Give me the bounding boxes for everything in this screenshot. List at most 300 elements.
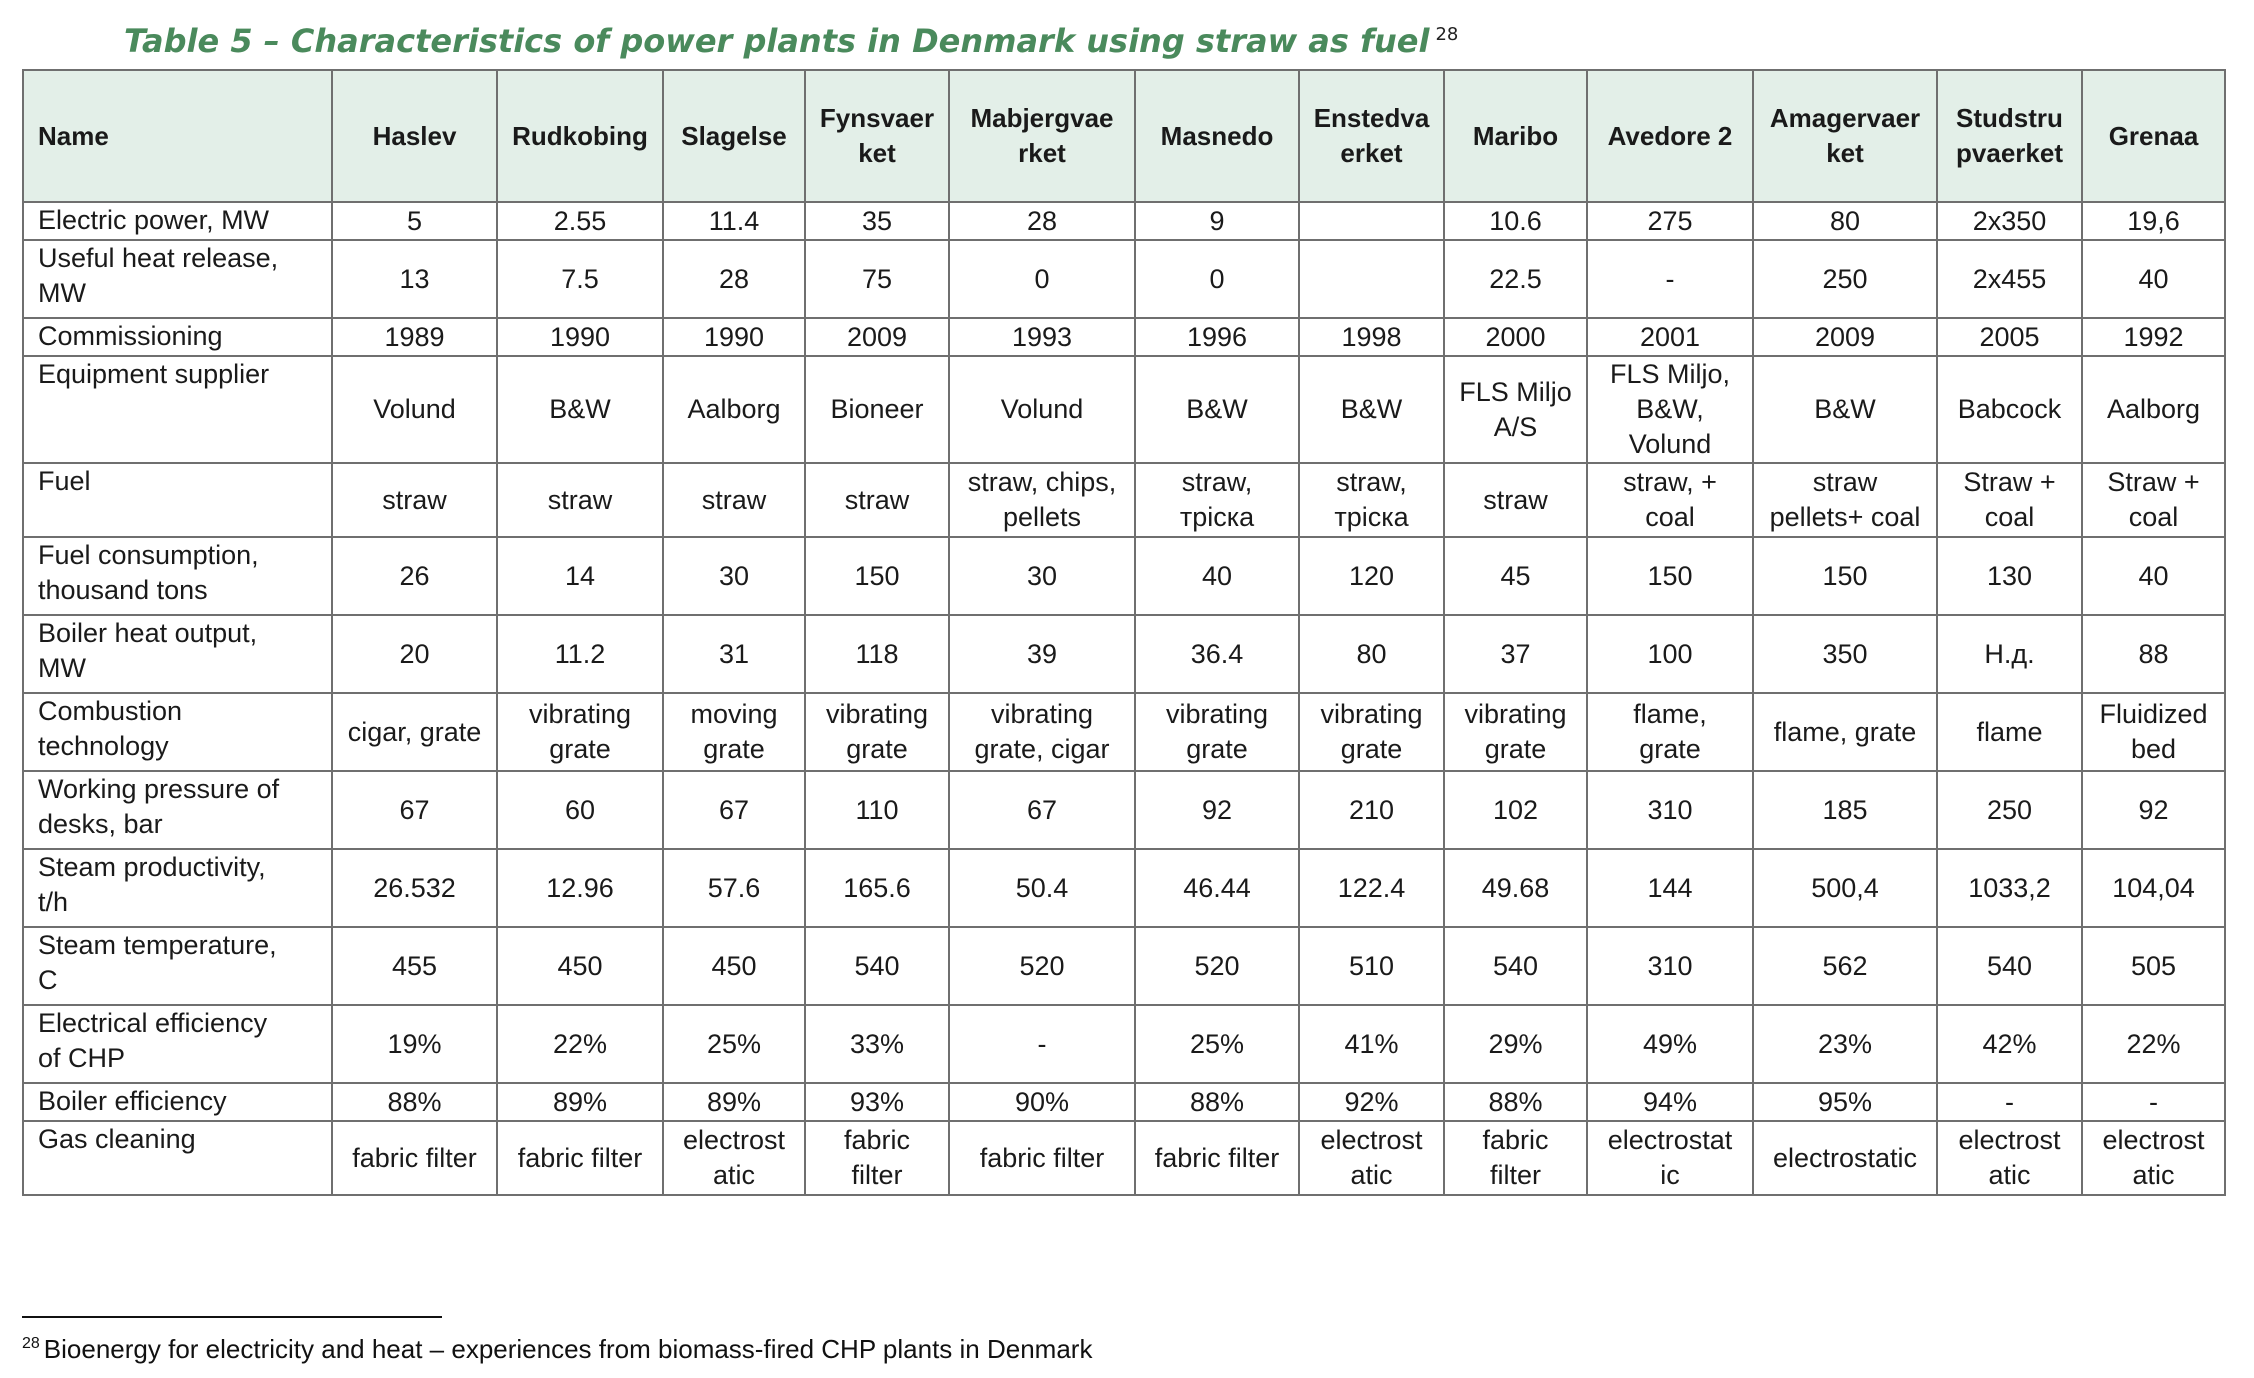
table-cell — [2082, 318, 2225, 356]
cell-text-line: Gas cleaning — [38, 1124, 196, 1154]
cell-text-line: vibrating — [528, 699, 632, 729]
cell-text-line: Volund — [1628, 429, 1712, 459]
row-label — [23, 849, 332, 927]
cell-text-line: 33% — [849, 1028, 905, 1059]
cell-text-line: electrost — [1320, 1125, 1423, 1155]
table-cell — [1587, 463, 1753, 537]
table-cell — [949, 1083, 1135, 1121]
cell-text-line: 89% — [706, 1086, 762, 1117]
table-cell — [663, 1121, 805, 1195]
table-cell — [2082, 927, 2225, 1005]
cell-text-line: 88% — [1488, 1086, 1543, 1117]
cell-text-line: fabric filter — [517, 1142, 643, 1173]
table-cell — [1937, 202, 2082, 240]
table-header — [23, 70, 2225, 202]
cell-text-line: 2009 — [846, 321, 908, 352]
table-row — [23, 202, 2225, 240]
cell-text-line: fabric filter — [1154, 1142, 1280, 1173]
cell-text-line: 46.44 — [1183, 872, 1251, 903]
cell-text-line: Commissioning — [38, 321, 223, 351]
cell-text-line: 28 — [1026, 205, 1058, 236]
cell-text-line: B&W — [549, 394, 611, 424]
table-cell — [1937, 615, 2082, 693]
cell-text-line: Aalborg — [687, 394, 781, 424]
row-label — [23, 202, 332, 240]
cell-text-line: Electrical efficiency — [38, 1008, 268, 1038]
table-row — [23, 927, 2225, 1005]
cell-text-line: B&W, — [1636, 394, 1704, 424]
cell-text-line: 92 — [1201, 794, 1233, 825]
table-cell — [1444, 1005, 1587, 1083]
table-cell — [332, 240, 497, 318]
cell-text-line: 92% — [1344, 1086, 1399, 1117]
table-cell — [805, 927, 949, 1005]
table-cell — [1937, 1083, 2082, 1121]
cell-text-line: 90% — [1014, 1086, 1070, 1117]
cell-text-line: vibrating — [825, 699, 929, 729]
cell-text-line: 1992 — [2123, 321, 2184, 352]
cell-text-line: straw, — [1336, 467, 1407, 497]
cell-text-line: electrost — [682, 1125, 786, 1155]
cell-text-line: Studstru — [1956, 103, 2063, 133]
table-cell — [1587, 927, 1753, 1005]
cell-text-line: 1033,2 — [1968, 872, 2051, 903]
table-cell — [497, 537, 663, 615]
cell-text-line: fabric filter — [352, 1142, 477, 1173]
cell-text-line: 29% — [1488, 1028, 1543, 1059]
cell-text-line: Combustion — [38, 696, 183, 726]
cell-text-line: Straw + — [1963, 467, 2056, 497]
header-cell-plant — [949, 70, 1135, 202]
table-cell — [949, 693, 1135, 771]
cell-text-line: 2001 — [1639, 321, 1701, 352]
table-cell — [1753, 240, 1937, 318]
cell-text-line: MW — [38, 653, 86, 683]
table-cell — [1937, 1121, 2082, 1195]
cell-text-line: desks, bar — [38, 809, 163, 839]
table-cell — [1444, 202, 1587, 240]
cell-text-line: 22% — [2126, 1028, 2181, 1059]
cell-text-line: 11.2 — [554, 638, 606, 669]
table-cell — [1135, 240, 1299, 318]
header-cell-plant — [1444, 70, 1587, 202]
table-cell — [1753, 356, 1937, 463]
cell-text-line: 89% — [552, 1086, 608, 1117]
cell-text-line: 275 — [1647, 205, 1693, 236]
row-label — [23, 463, 332, 537]
table-cell — [1135, 318, 1299, 356]
cell-text-line: 35 — [861, 205, 893, 236]
cell-text-line: 13 — [399, 263, 430, 294]
footnote — [22, 1334, 1092, 1365]
cell-text-line: Volund — [1000, 394, 1084, 424]
row-label — [23, 1005, 332, 1083]
table-row — [23, 1005, 2225, 1083]
table-cell — [663, 356, 805, 463]
table-cell — [1937, 849, 2082, 927]
row-label — [23, 318, 332, 356]
table-cell — [1299, 1005, 1444, 1083]
table-cell — [1587, 771, 1753, 849]
cell-text-line: coal — [2128, 502, 2179, 532]
table-cell — [1299, 356, 1444, 463]
cell-text-line: 19% — [387, 1028, 442, 1059]
table-cell — [497, 1121, 663, 1195]
cell-text-line: electrost — [1958, 1125, 2061, 1155]
cell-text-line: straw — [382, 484, 447, 515]
table-cell — [1753, 927, 1937, 1005]
cell-text-line: 67 — [399, 794, 430, 825]
table-body — [23, 202, 2225, 1195]
table-cell — [1299, 240, 1444, 318]
cell-text-line: 30 — [718, 560, 750, 591]
footnote-divider — [22, 1316, 442, 1318]
cell-text-line: Babcock — [1957, 394, 2062, 424]
row-label — [23, 927, 332, 1005]
table-cell — [1299, 615, 1444, 693]
cell-text-line: 562 — [1822, 950, 1868, 981]
table-cell — [1135, 202, 1299, 240]
table-cell — [497, 318, 663, 356]
cell-text-line: тріска — [1179, 502, 1255, 532]
table-cell — [497, 927, 663, 1005]
cell-text-line: 520 — [1194, 950, 1240, 981]
table-cell — [497, 202, 663, 240]
cell-text-line: straw — [547, 484, 613, 515]
cell-text-line: 520 — [1019, 950, 1065, 981]
cell-text-line: 1990 — [703, 321, 765, 352]
table-cell — [1135, 1121, 1299, 1195]
cell-text-line: Fluidized — [2099, 699, 2208, 729]
row-label — [23, 771, 332, 849]
table-cell — [497, 463, 663, 537]
cell-text-line: 2000 — [1485, 321, 1546, 352]
cell-text-line: 0 — [1209, 263, 1225, 294]
table-cell — [663, 849, 805, 927]
table-cell — [332, 615, 497, 693]
row-label — [23, 537, 332, 615]
cell-text-line: 102 — [1492, 794, 1539, 825]
cell-text-line: vibrating — [990, 699, 1094, 729]
table-cell — [805, 849, 949, 927]
table-cell — [332, 1083, 497, 1121]
cell-text-line: 1996 — [1186, 321, 1248, 352]
cell-text-line: vibrating — [1165, 699, 1269, 729]
cell-text-line: atic — [2132, 1160, 2175, 1190]
cell-text-line: 104,04 — [2112, 872, 2195, 903]
table-cell — [1135, 771, 1299, 849]
table-cell — [1587, 1005, 1753, 1083]
cell-text-line: coal — [1984, 502, 2035, 532]
table-cell — [949, 1005, 1135, 1083]
header-cell-plant — [497, 70, 663, 202]
cell-text-line: 540 — [854, 950, 900, 981]
cell-text-line: 40 — [1201, 560, 1233, 591]
table-cell — [805, 537, 949, 615]
table-cell — [1587, 615, 1753, 693]
cell-text-line: 5 — [406, 205, 423, 236]
cell-text-line: MW — [38, 278, 86, 308]
cell-text-line: B&W — [1814, 394, 1876, 424]
table-cell — [1937, 1005, 2082, 1083]
table-cell — [805, 1005, 949, 1083]
row-label — [23, 1121, 332, 1195]
cell-text-line: rket — [1018, 138, 1066, 168]
cell-text-line: Grenaa — [2108, 120, 2199, 151]
table-cell — [1937, 537, 2082, 615]
cell-text-line: 19,6 — [2127, 205, 2180, 236]
cell-text-line: atic — [712, 1160, 756, 1190]
cell-text-line: straw — [844, 484, 910, 515]
table-row — [23, 771, 2225, 849]
cell-text-line: 1998 — [1341, 321, 1402, 352]
table-cell — [1135, 1005, 1299, 1083]
table-cell — [2082, 240, 2225, 318]
cell-text-line: 100 — [1647, 638, 1693, 669]
cell-text-line: pvaerket — [1956, 138, 2063, 168]
table-cell — [1135, 537, 1299, 615]
table-cell — [949, 615, 1135, 693]
table-cell — [332, 537, 497, 615]
cell-text-line: 88% — [1189, 1086, 1245, 1117]
table-cell — [1937, 356, 2082, 463]
cell-text-line: coal — [1645, 502, 1695, 532]
table-cell — [1753, 537, 1937, 615]
cell-text-line: grate, cigar — [974, 734, 1110, 764]
cell-text-line: thousand tons — [38, 575, 208, 605]
cell-text-line: Maribo — [1472, 120, 1559, 151]
table-cell — [805, 1083, 949, 1121]
table-cell — [663, 771, 805, 849]
table-cell — [1587, 240, 1753, 318]
cell-text-line: vibrating — [1464, 699, 1567, 729]
cell-text-line: flame — [1976, 716, 2043, 747]
row-label — [23, 615, 332, 693]
cell-text-line: pellets — [1002, 502, 1082, 532]
header-row — [23, 70, 2225, 202]
cell-text-line: 540 — [1492, 950, 1539, 981]
table-cell — [1444, 537, 1587, 615]
cell-text-line: grate — [1484, 734, 1547, 764]
cell-text-line: straw, — [1181, 467, 1253, 497]
cell-text-line: 9 — [1209, 205, 1225, 236]
table-cell — [332, 356, 497, 463]
cell-text-line: 20 — [399, 638, 430, 669]
table-cell — [663, 1083, 805, 1121]
cell-text-line: 310 — [1647, 950, 1693, 981]
table-cell — [663, 693, 805, 771]
table-cell — [1753, 615, 1937, 693]
table-cell — [1753, 771, 1937, 849]
table-cell — [332, 318, 497, 356]
cell-text-line: grate — [1340, 734, 1403, 764]
table-cell — [1444, 318, 1587, 356]
cell-text-line: ic — [1660, 1160, 1680, 1190]
table-cell — [663, 1005, 805, 1083]
cell-text-line: 23% — [1817, 1028, 1873, 1059]
cell-text-line: 0 — [1034, 263, 1050, 294]
cell-text-line: 45 — [1500, 560, 1531, 591]
cell-text-line: straw — [1483, 484, 1548, 515]
table-cell — [1937, 771, 2082, 849]
cell-text-line: 25% — [706, 1028, 762, 1059]
cell-text-line: 10.6 — [1489, 205, 1542, 236]
table-cell — [2082, 356, 2225, 463]
table-cell — [1753, 202, 1937, 240]
table-cell — [663, 927, 805, 1005]
cell-text-line: 26 — [399, 560, 430, 591]
cell-text-line: pellets+ coal — [1769, 502, 1921, 532]
table-cell — [497, 240, 663, 318]
cell-text-line: Enstedva — [1313, 103, 1430, 133]
table-cell — [332, 1121, 497, 1195]
cell-text-line: 67 — [718, 794, 750, 825]
cell-text-line: 310 — [1647, 794, 1693, 825]
table-cell — [1937, 318, 2082, 356]
cell-text-line: filter — [851, 1160, 903, 1190]
table-cell — [1299, 693, 1444, 771]
table-cell — [663, 537, 805, 615]
table-row — [23, 849, 2225, 927]
row-label — [23, 693, 332, 771]
table-row — [23, 537, 2225, 615]
table-cell — [2082, 849, 2225, 927]
cell-text-line: 540 — [1986, 950, 2033, 981]
cell-text-line: 40 — [2138, 560, 2169, 591]
table-cell — [497, 693, 663, 771]
table-cell — [497, 1083, 663, 1121]
table-cell — [1135, 356, 1299, 463]
table-cell — [1444, 356, 1587, 463]
table-cell — [1299, 318, 1444, 356]
cell-text-line: 88 — [2138, 638, 2169, 669]
row-label — [23, 240, 332, 318]
cell-text-line: тріска — [1334, 502, 1409, 532]
cell-text-line: 31 — [718, 638, 750, 669]
cell-text-line: 30 — [1026, 560, 1058, 591]
table-cell — [1587, 356, 1753, 463]
table-cell — [497, 849, 663, 927]
table-cell — [332, 927, 497, 1005]
table-cell — [332, 849, 497, 927]
table-cell — [1135, 849, 1299, 927]
cell-text-line: atic — [1988, 1160, 2031, 1190]
table-cell — [2082, 615, 2225, 693]
cell-text-line: 250 — [1986, 794, 2033, 825]
cell-text-line: electrost — [2102, 1125, 2205, 1155]
cell-text-line: 67 — [1026, 794, 1058, 825]
table-cell — [1444, 1083, 1587, 1121]
cell-text-line: - — [2005, 1086, 2014, 1117]
header-cell-plant — [2082, 70, 2225, 202]
table-cell — [1444, 771, 1587, 849]
cell-text-line: erket — [1340, 138, 1403, 168]
row-label — [23, 1083, 332, 1121]
table-cell — [805, 463, 949, 537]
cell-text-line: fabric filter — [979, 1142, 1105, 1173]
cell-text-line: technology — [38, 731, 169, 761]
cell-text-line: Bioneer — [830, 394, 924, 424]
table-cell — [332, 463, 497, 537]
cell-text-line: filter — [1489, 1160, 1541, 1190]
cell-text-line: 22% — [552, 1028, 608, 1059]
table-cell — [332, 202, 497, 240]
table-cell — [949, 202, 1135, 240]
table-cell — [663, 463, 805, 537]
table-cell — [949, 927, 1135, 1005]
cell-text-line: 500,4 — [1811, 872, 1879, 903]
table-cell — [1753, 693, 1937, 771]
cell-text-line: Working pressure of — [38, 774, 280, 804]
cell-text-line: 41% — [1344, 1028, 1399, 1059]
cell-text-line: 1989 — [384, 321, 445, 352]
cell-text-line: Useful heat release, — [38, 243, 279, 273]
cell-text-line: Slagelse — [681, 120, 787, 151]
cell-text-line: 165.6 — [843, 872, 911, 903]
table-cell — [332, 693, 497, 771]
table-cell — [1587, 849, 1753, 927]
header-cell-plant — [805, 70, 949, 202]
header-cell-plant — [332, 70, 497, 202]
cell-text-line: Aalborg — [2106, 394, 2201, 424]
cell-text-line: 1993 — [1011, 321, 1073, 352]
cell-text-line: 22.5 — [1489, 263, 1542, 294]
cell-text-line: flame, grate — [1773, 716, 1917, 747]
table-cell — [1753, 1121, 1937, 1195]
cell-text-line: 510 — [1348, 950, 1395, 981]
table-cell — [1135, 1083, 1299, 1121]
cell-text-line: 12.96 — [546, 872, 614, 903]
table-cell — [2082, 463, 2225, 537]
cell-text-line: straw — [701, 484, 767, 515]
table-row — [23, 693, 2225, 771]
power-plants-table — [22, 69, 2226, 1196]
cell-text-line: 185 — [1822, 794, 1868, 825]
table-cell — [805, 771, 949, 849]
cell-text-line: flame, — [1633, 699, 1707, 729]
cell-text-line: Electric power, MW — [38, 205, 270, 235]
cell-text-line: Fuel consumption, — [38, 540, 259, 570]
cell-text-line: 11.4 — [708, 205, 760, 236]
header-cell-plant — [1753, 70, 1937, 202]
table-row — [23, 318, 2225, 356]
table-cell — [332, 1005, 497, 1083]
table-cell — [2082, 1121, 2225, 1195]
table-cell — [1937, 693, 2082, 771]
cell-text-line: grate — [1639, 734, 1701, 764]
table-cell — [1937, 927, 2082, 1005]
cell-text-line: - — [2149, 1086, 2158, 1117]
table-cell — [497, 356, 663, 463]
cell-text-line: 450 — [711, 950, 757, 981]
cell-text-line: 14 — [564, 560, 596, 591]
cell-text-line: Masnedo — [1160, 120, 1274, 151]
cell-text-line: 118 — [855, 638, 899, 669]
table-cell — [1753, 318, 1937, 356]
cell-text-line: 28 — [718, 263, 750, 294]
table-cell — [805, 615, 949, 693]
cell-text-line: 26.532 — [373, 872, 456, 903]
table-cell — [805, 356, 949, 463]
cell-text-line: vibrating — [1320, 699, 1423, 729]
cell-text-line: 40 — [2138, 263, 2169, 294]
table-cell — [1937, 463, 2082, 537]
cell-text-line: 39 — [1026, 638, 1058, 669]
table-cell — [1444, 849, 1587, 927]
cell-text-line: 2009 — [1814, 321, 1876, 352]
cell-text-line: 144 — [1647, 872, 1693, 903]
table-cell — [1299, 463, 1444, 537]
